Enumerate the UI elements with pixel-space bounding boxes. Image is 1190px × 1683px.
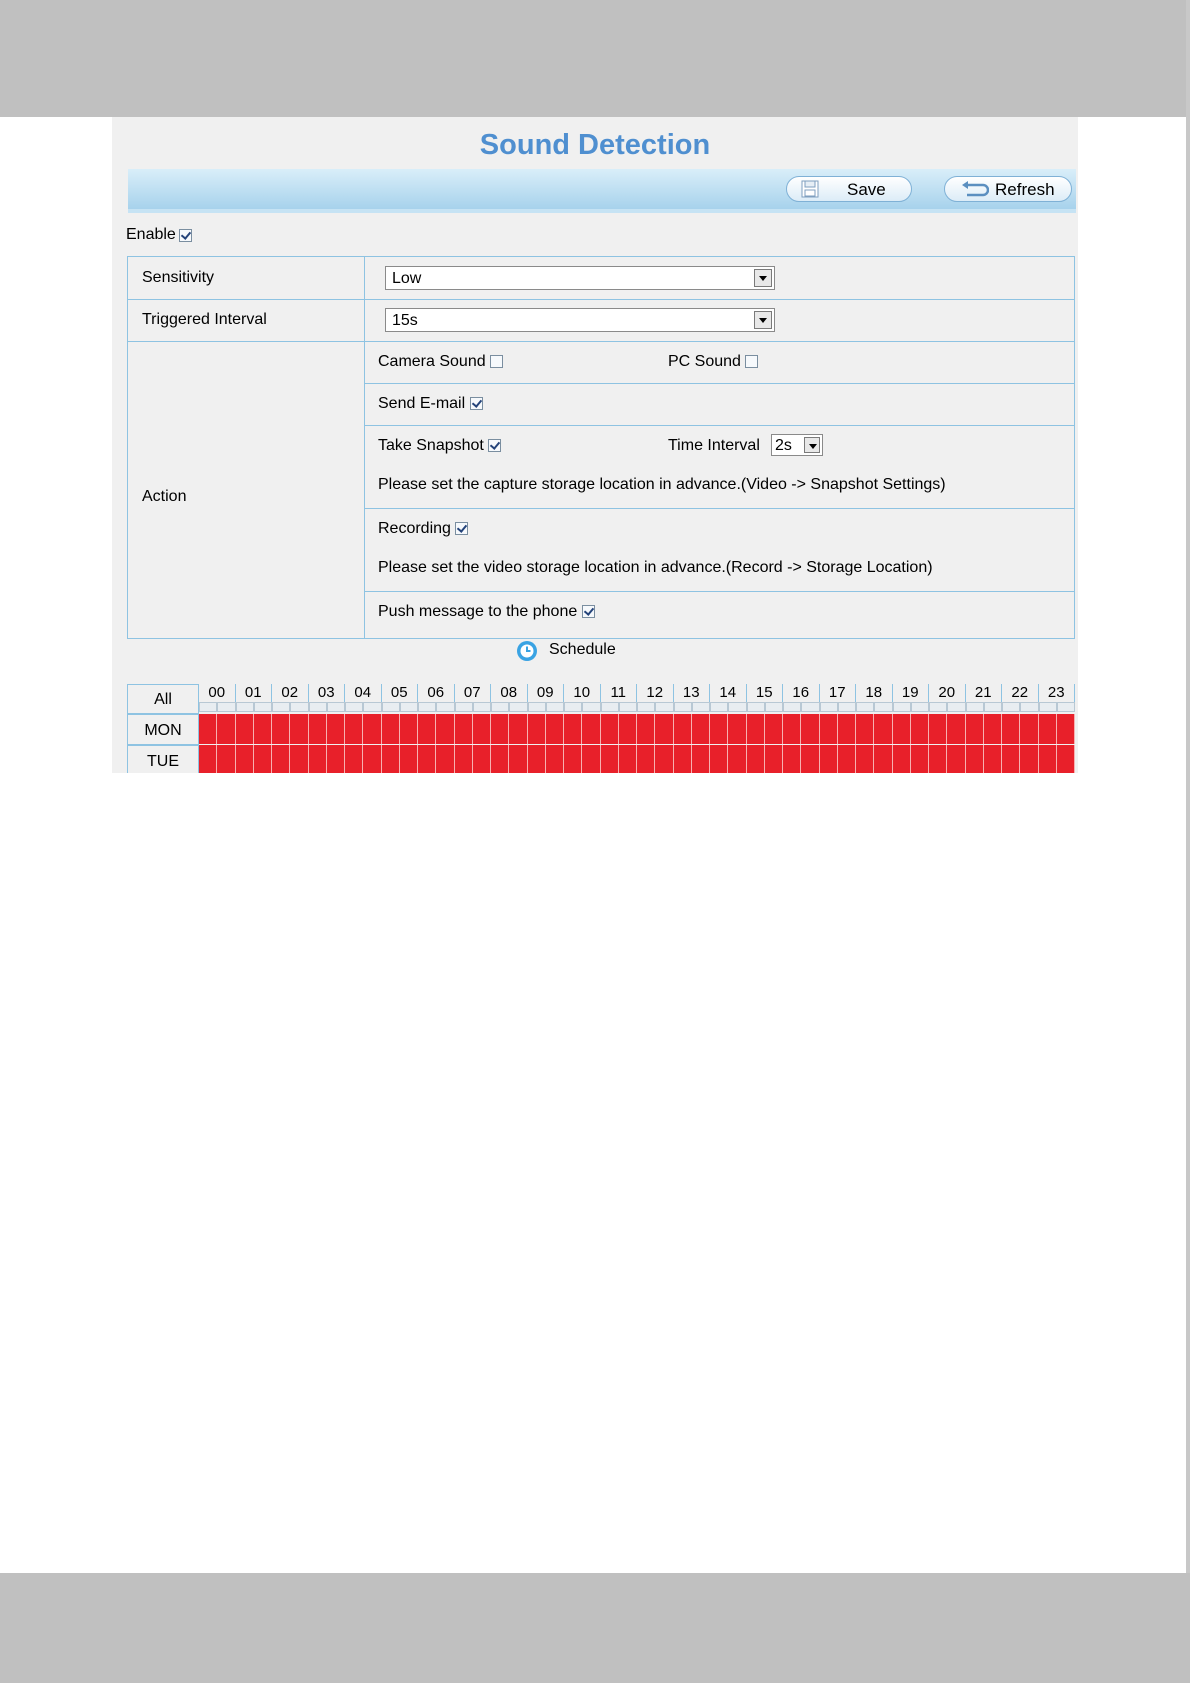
schedule-slot-tue[interactable] [491,745,509,773]
half-hour-toggle[interactable] [655,702,673,712]
refresh-button[interactable] [944,176,1072,202]
time-interval-select[interactable] [771,434,823,456]
half-hour-toggle[interactable] [911,702,929,712]
form-divider [364,257,365,638]
toolbar [128,169,1076,213]
schedule-slot-mon[interactable] [290,714,308,744]
schedule-slot-mon[interactable] [272,714,290,744]
triggered-interval-value: 15s [392,312,418,329]
schedule-slot-tue[interactable] [254,745,272,773]
schedule-slot-tue[interactable] [217,745,235,773]
schedule-slot-mon[interactable] [820,714,838,744]
hour-header-05[interactable]: 05 [382,684,419,702]
enable-row [126,226,192,244]
take-snapshot-row [378,437,501,455]
schedule-slot-mon[interactable] [582,714,600,744]
half-hour-toggle[interactable] [728,702,746,712]
half-hour-toggle[interactable] [637,702,655,712]
half-hour-toggle[interactable] [692,702,710,712]
half-hour-toggle[interactable] [838,702,856,712]
hour-header-06[interactable]: 06 [418,684,455,702]
page-header-band [0,0,1190,117]
page-title: Sound Detection [479,129,711,161]
time-interval-label: Time Interval [668,437,760,454]
refresh-label: Refresh [995,180,1055,199]
hour-header-00[interactable]: 00 [199,684,236,702]
hour-header-13[interactable]: 13 [674,684,711,702]
schedule-slot-tue[interactable] [893,745,911,773]
chevron-down-icon [804,437,820,453]
time-interval-value: 2s [775,437,792,454]
schedule-slot-tue[interactable] [564,745,582,773]
schedule-slot-tue[interactable] [947,745,965,773]
schedule-slot-tue[interactable] [528,745,546,773]
schedule-label: Schedule [549,641,616,658]
schedule-slot-mon[interactable] [1057,714,1075,744]
schedule-slot-tue[interactable] [1002,745,1020,773]
schedule-slot-mon[interactable] [400,714,418,744]
schedule-slot-tue[interactable] [637,745,655,773]
push-message-label: Push message to the phone [378,603,578,620]
schedule-slot-tue[interactable] [856,745,874,773]
clock-icon [516,640,538,662]
row-divider [364,425,1074,426]
schedule-slot-tue[interactable] [272,745,290,773]
schedule-slot-tue[interactable] [728,745,746,773]
half-hour-toggle[interactable] [564,702,582,712]
camera-sound-checkbox[interactable] [490,355,503,368]
action-label: Action [142,488,187,505]
half-hour-toggle[interactable] [327,702,345,712]
half-hour-toggle[interactable] [400,702,418,712]
schedule-slot-mon[interactable] [874,714,892,744]
half-hour-toggle[interactable] [893,702,911,712]
schedule-slot-mon[interactable] [345,714,363,744]
page-edge-strip [1186,0,1190,1683]
hour-header-21[interactable]: 21 [966,684,1003,702]
schedule-slot-mon[interactable] [893,714,911,744]
schedule-slot-mon[interactable] [473,714,491,744]
take-snapshot-checkbox[interactable] [488,439,501,452]
enable-label: Enable [126,226,176,243]
schedule-slot-mon[interactable] [692,714,710,744]
schedule-slot-tue[interactable] [509,745,527,773]
sensitivity-select[interactable] [385,266,775,290]
save-button[interactable] [786,176,912,202]
schedule-slot-mon[interactable] [455,714,473,744]
push-message-checkbox[interactable] [582,605,595,618]
hour-header-14[interactable]: 14 [710,684,747,702]
schedule-slot-mon[interactable] [783,714,801,744]
half-hour-toggle[interactable] [929,702,947,712]
select-all-button[interactable] [127,684,199,714]
half-hour-toggle[interactable] [199,702,217,712]
hour-header-09[interactable]: 09 [528,684,565,702]
half-hour-toggle[interactable] [345,702,363,712]
schedule-slot-mon[interactable] [1039,714,1057,744]
chevron-down-icon [754,269,772,287]
half-hour-toggle[interactable] [601,702,619,712]
save-icon [801,180,819,198]
schedule-slot-tue[interactable] [911,745,929,773]
schedule-slot-tue[interactable] [546,745,564,773]
schedule-slot-tue[interactable] [1039,745,1057,773]
schedule-slot-mon[interactable] [436,714,454,744]
hour-header-02[interactable]: 02 [272,684,309,702]
day-label-mon[interactable] [127,714,199,745]
half-hour-toggle[interactable] [582,702,600,712]
schedule-slot-tue[interactable] [1020,745,1038,773]
snapshot-note: Please set the capture storage location in advance.(Video -> Snapshot Settings) [378,476,946,493]
half-hour-toggle[interactable] [436,702,454,712]
save-label: Save [847,180,886,199]
schedule-slot-tue[interactable] [655,745,673,773]
recording-label: Recording [378,520,451,537]
half-hour-toggle[interactable] [1002,702,1020,712]
half-hour-toggle[interactable] [473,702,491,712]
send-email-label: Send E-mail [378,395,466,412]
schedule-slot-tue[interactable] [418,745,436,773]
half-hour-toggle[interactable] [966,702,984,712]
schedule-slot-tue[interactable] [765,745,783,773]
hour-header-03[interactable]: 03 [309,684,346,702]
schedule-slot-mon[interactable] [564,714,582,744]
half-hour-toggle[interactable] [254,702,272,712]
schedule-slot-tue[interactable] [820,745,838,773]
hour-header-16[interactable]: 16 [783,684,820,702]
pc-sound-label: PC Sound [668,353,741,370]
half-hour-toggle[interactable] [309,702,327,712]
schedule-slot-mon[interactable] [601,714,619,744]
schedule-slot-tue[interactable] [710,745,728,773]
hour-header-17[interactable]: 17 [820,684,857,702]
schedule-slot-tue[interactable] [838,745,856,773]
half-hour-toggle[interactable] [418,702,436,712]
schedule-slot-mon[interactable] [327,714,345,744]
half-hour-toggle[interactable] [290,702,308,712]
schedule-slot-tue[interactable] [236,745,254,773]
schedule-slot-mon[interactable] [309,714,327,744]
half-hour-toggle[interactable] [874,702,892,712]
schedule-slot-tue[interactable] [309,745,327,773]
schedule-slot-mon[interactable] [838,714,856,744]
half-hour-toggle[interactable] [1020,702,1038,712]
schedule-slot-tue[interactable] [473,745,491,773]
schedule-slot-mon[interactable] [254,714,272,744]
schedule-slot-tue[interactable] [692,745,710,773]
schedule-slot-tue[interactable] [290,745,308,773]
hour-header-10[interactable]: 10 [564,684,601,702]
half-hour-toggle[interactable] [509,702,527,712]
row-divider [128,299,1074,300]
hour-header-01[interactable]: 01 [236,684,273,702]
hour-header-22[interactable]: 22 [1002,684,1039,702]
schedule-slot-mon[interactable] [217,714,235,744]
sensitivity-value: Low [392,270,422,287]
pc-sound-row [668,353,758,371]
schedule-slot-mon[interactable] [911,714,929,744]
schedule-slot-mon[interactable] [674,714,692,744]
schedule-slot-mon[interactable] [619,714,637,744]
camera-sound-label: Camera Sound [378,353,486,370]
half-hour-toggle[interactable] [236,702,254,712]
schedule-slot-tue[interactable] [601,745,619,773]
schedule-slot-mon[interactable] [710,714,728,744]
half-hour-toggle[interactable] [546,702,564,712]
schedule-slot-tue[interactable] [874,745,892,773]
schedule-slot-tue[interactable] [801,745,819,773]
schedule-slot-tue[interactable] [382,745,400,773]
schedule-slot-mon[interactable] [637,714,655,744]
schedule-slot-tue[interactable] [345,745,363,773]
hour-header-18[interactable]: 18 [856,684,893,702]
schedule-slot-tue[interactable] [929,745,947,773]
recording-note: Please set the video storage location in advance.(Record -> Storage Location) [378,559,933,576]
schedule-slot-mon[interactable] [1020,714,1038,744]
pc-sound-checkbox[interactable] [745,355,758,368]
schedule-slot-tue[interactable] [984,745,1002,773]
schedule-slot-mon[interactable] [966,714,984,744]
schedule-slot-mon[interactable] [984,714,1002,744]
page-footer-band [0,1573,1190,1683]
hour-header-19[interactable]: 19 [893,684,930,702]
schedule-slot-mon[interactable] [528,714,546,744]
schedule-heading [112,637,1078,667]
half-hour-toggle[interactable] [217,702,235,712]
schedule-slot-tue[interactable] [966,745,984,773]
half-hour-toggle[interactable] [783,702,801,712]
schedule-slot-mon[interactable] [801,714,819,744]
half-hour-toggle[interactable] [984,702,1002,712]
half-hour-toggle[interactable] [491,702,509,712]
half-hour-toggle[interactable] [674,702,692,712]
hour-header-04[interactable]: 04 [345,684,382,702]
hour-header-20[interactable]: 20 [929,684,966,702]
half-hour-toggle[interactable] [947,702,965,712]
schedule-slot-mon[interactable] [765,714,783,744]
half-hour-toggle[interactable] [765,702,783,712]
row-divider [128,341,1074,342]
recording-row [378,520,468,538]
half-hour-toggle[interactable] [272,702,290,712]
schedule-slot-tue[interactable] [619,745,637,773]
schedule-slot-tue[interactable] [1057,745,1075,773]
schedule-slot-mon[interactable] [728,714,746,744]
schedule-slot-tue[interactable] [783,745,801,773]
hour-header-15[interactable]: 15 [747,684,784,702]
schedule-slot-mon[interactable] [382,714,400,744]
half-hour-toggle[interactable] [747,702,765,712]
row-divider [364,591,1074,592]
enable-checkbox[interactable] [179,229,192,242]
hour-header-07[interactable]: 07 [455,684,492,702]
day-label-tue[interactable] [127,745,199,773]
schedule-slot-tue[interactable] [582,745,600,773]
row-divider [364,383,1074,384]
send-email-row [378,395,483,413]
hour-header-12[interactable]: 12 [637,684,674,702]
settings-form [127,256,1075,639]
triggered-interval-label: Triggered Interval [142,311,267,328]
tue-label: TUE [147,753,179,770]
schedule-slot-mon[interactable] [929,714,947,744]
recording-checkbox[interactable] [455,522,468,535]
schedule-slot-tue[interactable] [436,745,454,773]
send-email-checkbox[interactable] [470,397,483,410]
schedule-slot-mon[interactable] [236,714,254,744]
schedule-slot-mon[interactable] [491,714,509,744]
schedule-slot-mon[interactable] [856,714,874,744]
half-hour-toggle[interactable] [382,702,400,712]
half-hour-toggle[interactable] [455,702,473,712]
schedule-slot-tue[interactable] [747,745,765,773]
schedule-slot-tue[interactable] [674,745,692,773]
schedule-slot-mon[interactable] [199,714,217,744]
schedule-slot-tue[interactable] [455,745,473,773]
schedule-slot-tue[interactable] [199,745,217,773]
take-snapshot-label: Take Snapshot [378,437,484,454]
half-hour-toggle[interactable] [820,702,838,712]
push-message-row [378,603,595,621]
schedule-slot-mon[interactable] [947,714,965,744]
sensitivity-label: Sensitivity [142,269,215,286]
schedule-slot-tue[interactable] [327,745,345,773]
half-hour-toggle[interactable] [801,702,819,712]
schedule-slot-tue[interactable] [363,745,381,773]
schedule-slot-mon[interactable] [363,714,381,744]
half-hour-toggle[interactable] [856,702,874,712]
half-hour-toggle[interactable] [1039,702,1057,712]
half-hour-toggle[interactable] [1057,702,1075,712]
all-label: All [154,691,172,708]
refresh-icon [959,180,989,198]
half-hour-toggle[interactable] [528,702,546,712]
schedule-slot-mon[interactable] [418,714,436,744]
schedule-slot-mon[interactable] [509,714,527,744]
schedule-slot-tue[interactable] [400,745,418,773]
row-divider [364,508,1074,509]
camera-sound-row [378,353,503,371]
schedule-slot-mon[interactable] [546,714,564,744]
sound-detection-panel [112,117,1078,773]
half-hour-toggle[interactable] [363,702,381,712]
hour-header-23[interactable]: 23 [1039,684,1076,702]
hour-header-11[interactable]: 11 [601,684,638,702]
hour-header-08[interactable]: 08 [491,684,528,702]
triggered-interval-select[interactable] [385,308,775,332]
schedule-slot-mon[interactable] [655,714,673,744]
half-hour-toggle[interactable] [619,702,637,712]
half-hour-toggle[interactable] [710,702,728,712]
mon-label: MON [144,722,182,739]
chevron-down-icon [754,311,772,329]
schedule-slot-mon[interactable] [747,714,765,744]
schedule-slot-mon[interactable] [1002,714,1020,744]
